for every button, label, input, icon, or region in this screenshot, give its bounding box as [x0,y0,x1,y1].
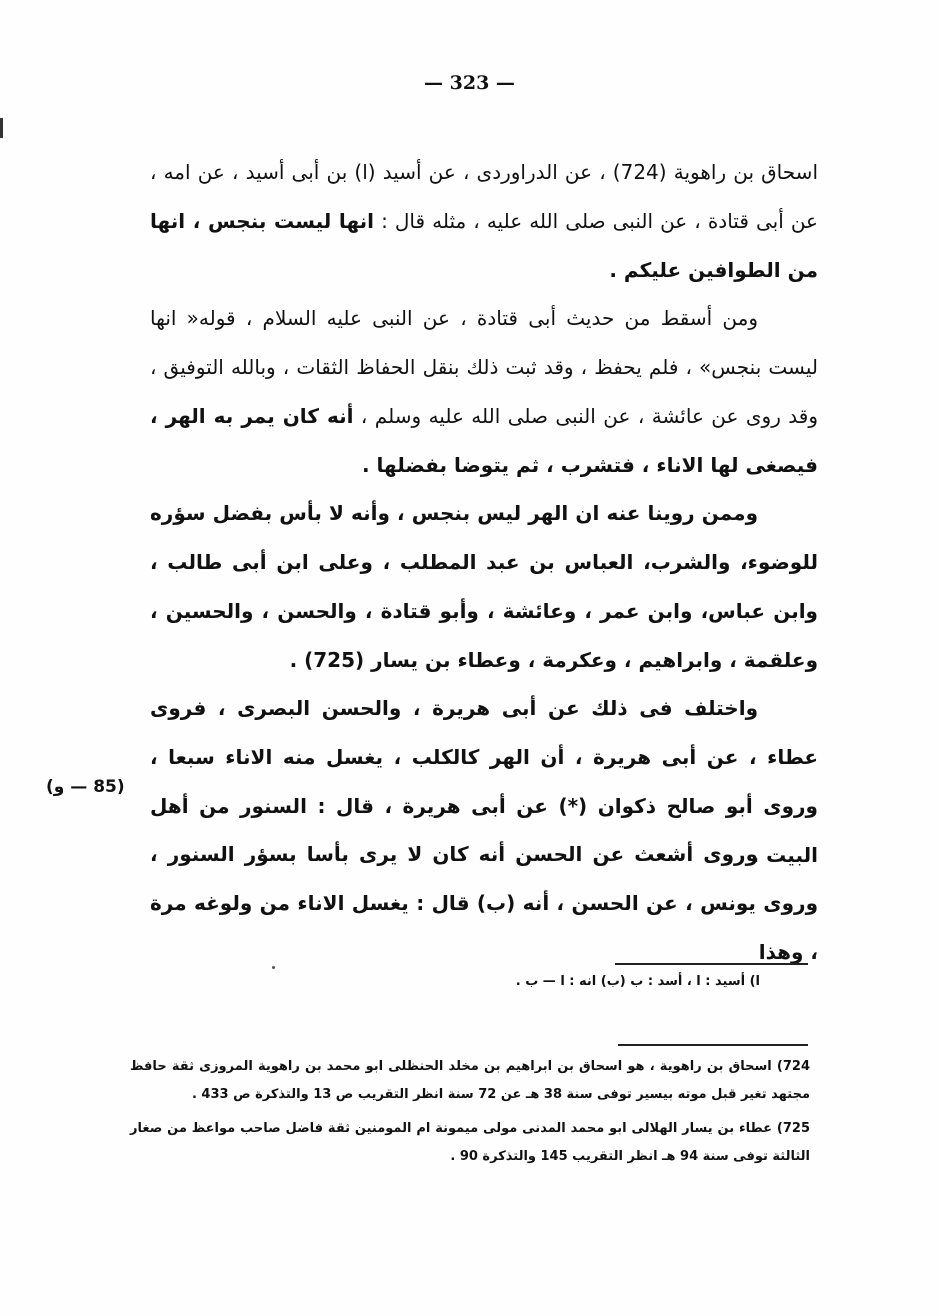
paragraph-5-text: وروى أشعث عن الحسن أنه كان لا يرى بأسا بسؤر السنور ، وروى يونس ، عن الحسن ، أنه (ب) قال : يغسل الاناء من ولوغه مرة ، وهذا [150,842,818,964]
paragraph-2-bold-text: أنه كان يمر به الهر ، فيصغى لها الاناء ، فتشرب ، ثم يتوضا بفضلها . [150,404,818,477]
paragraph-3-text: وممن روينا عنه ان الهر ليس بنجس ، وأنه لا بأس بفضل سؤره للوضوء، والشرب، العباس بن عبد المطلب ، وعلى ابن أبى طالب ، وابن عباس، وابن عمر ، وعائشة ، وأبو قتادة ، والحسن ، والحسين ، وعلقمة ، وابراهيم ، وعكرمة ، وعطاء بن يسار (725) . [150,501,818,672]
page-number: — 323 — [424,72,515,94]
footnotes-rule [618,1044,808,1046]
footnote-725: 725) عطاء بن يسار الهلالى ابو محمد المدنى مولى ميمونة ام المومنين ثقة فاضل صاحب مواعظ من صغار الثالثة توفى سنة 94 هـ انظر التقريب 145 والتذكرة 90 . [130,1121,810,1164]
paragraph-1-text: اسحاق بن راهوية (724) ، عن الدراوردى ، عن أسيد (ا) بن أبى أسيد ، عن امه ، عن أبى قتادة ، عن النبى صلى الله عليه ، مثله قال : [150,160,819,233]
paragraph-2 [150,294,818,490]
scan-edge-mark [0,118,3,138]
paragraph-1 [150,148,818,295]
paragraph-5 [150,830,818,977]
paragraph-1-bold-text: انها ليست بنجس ، انها من الطوافين عليكم . [150,209,818,282]
margin-folio-note: (85 — و) [46,777,125,797]
footnotes [130,1053,810,1177]
paragraph-4-text: واختلف فى ذلك عن أبى هريرة ، والحسن البصرى ، فروى عطاء ، عن أبى هريرة ، أن الهر كالكلب ، يغسل منه الاناء سبعا ، وروى أبو صالح ذكوان (*) عن أبى هريرة ، قال : السنور من أهل البيت . [150,696,818,867]
paragraph-3 [150,489,818,685]
footnote-724: 724) اسحاق بن راهوية ، هو اسحاق بن ابراهيم بن مخلد الحنظلى ابو محمد بن راهوية المروزى ثقة حافظ مجتهد تغير قبل موته بيسير توفى سنة 38 هـ عن 72 سنة انظر التقريب ص 13 والتذكرة ص 433 . [130,1059,810,1102]
scan-speck [272,966,275,969]
paragraph-2-text: ومن أسقط من حديث أبى قتادة ، عن النبى عليه السلام ، قوله« انها ليست بنجس» ، فلم يحفظ ، وقد ثبت ذلك بنقل الحفاظ الثقات ، وبالله التوفيق ، وقد روى عن عائشة ، عن النبى صلى الله عليه وسلم ، [150,306,819,428]
apparatus-rule [615,963,808,965]
critical-apparatus-note: ا) أسيد : ا ، أسد : ب (ب) انه : ا — ب . [515,974,760,989]
